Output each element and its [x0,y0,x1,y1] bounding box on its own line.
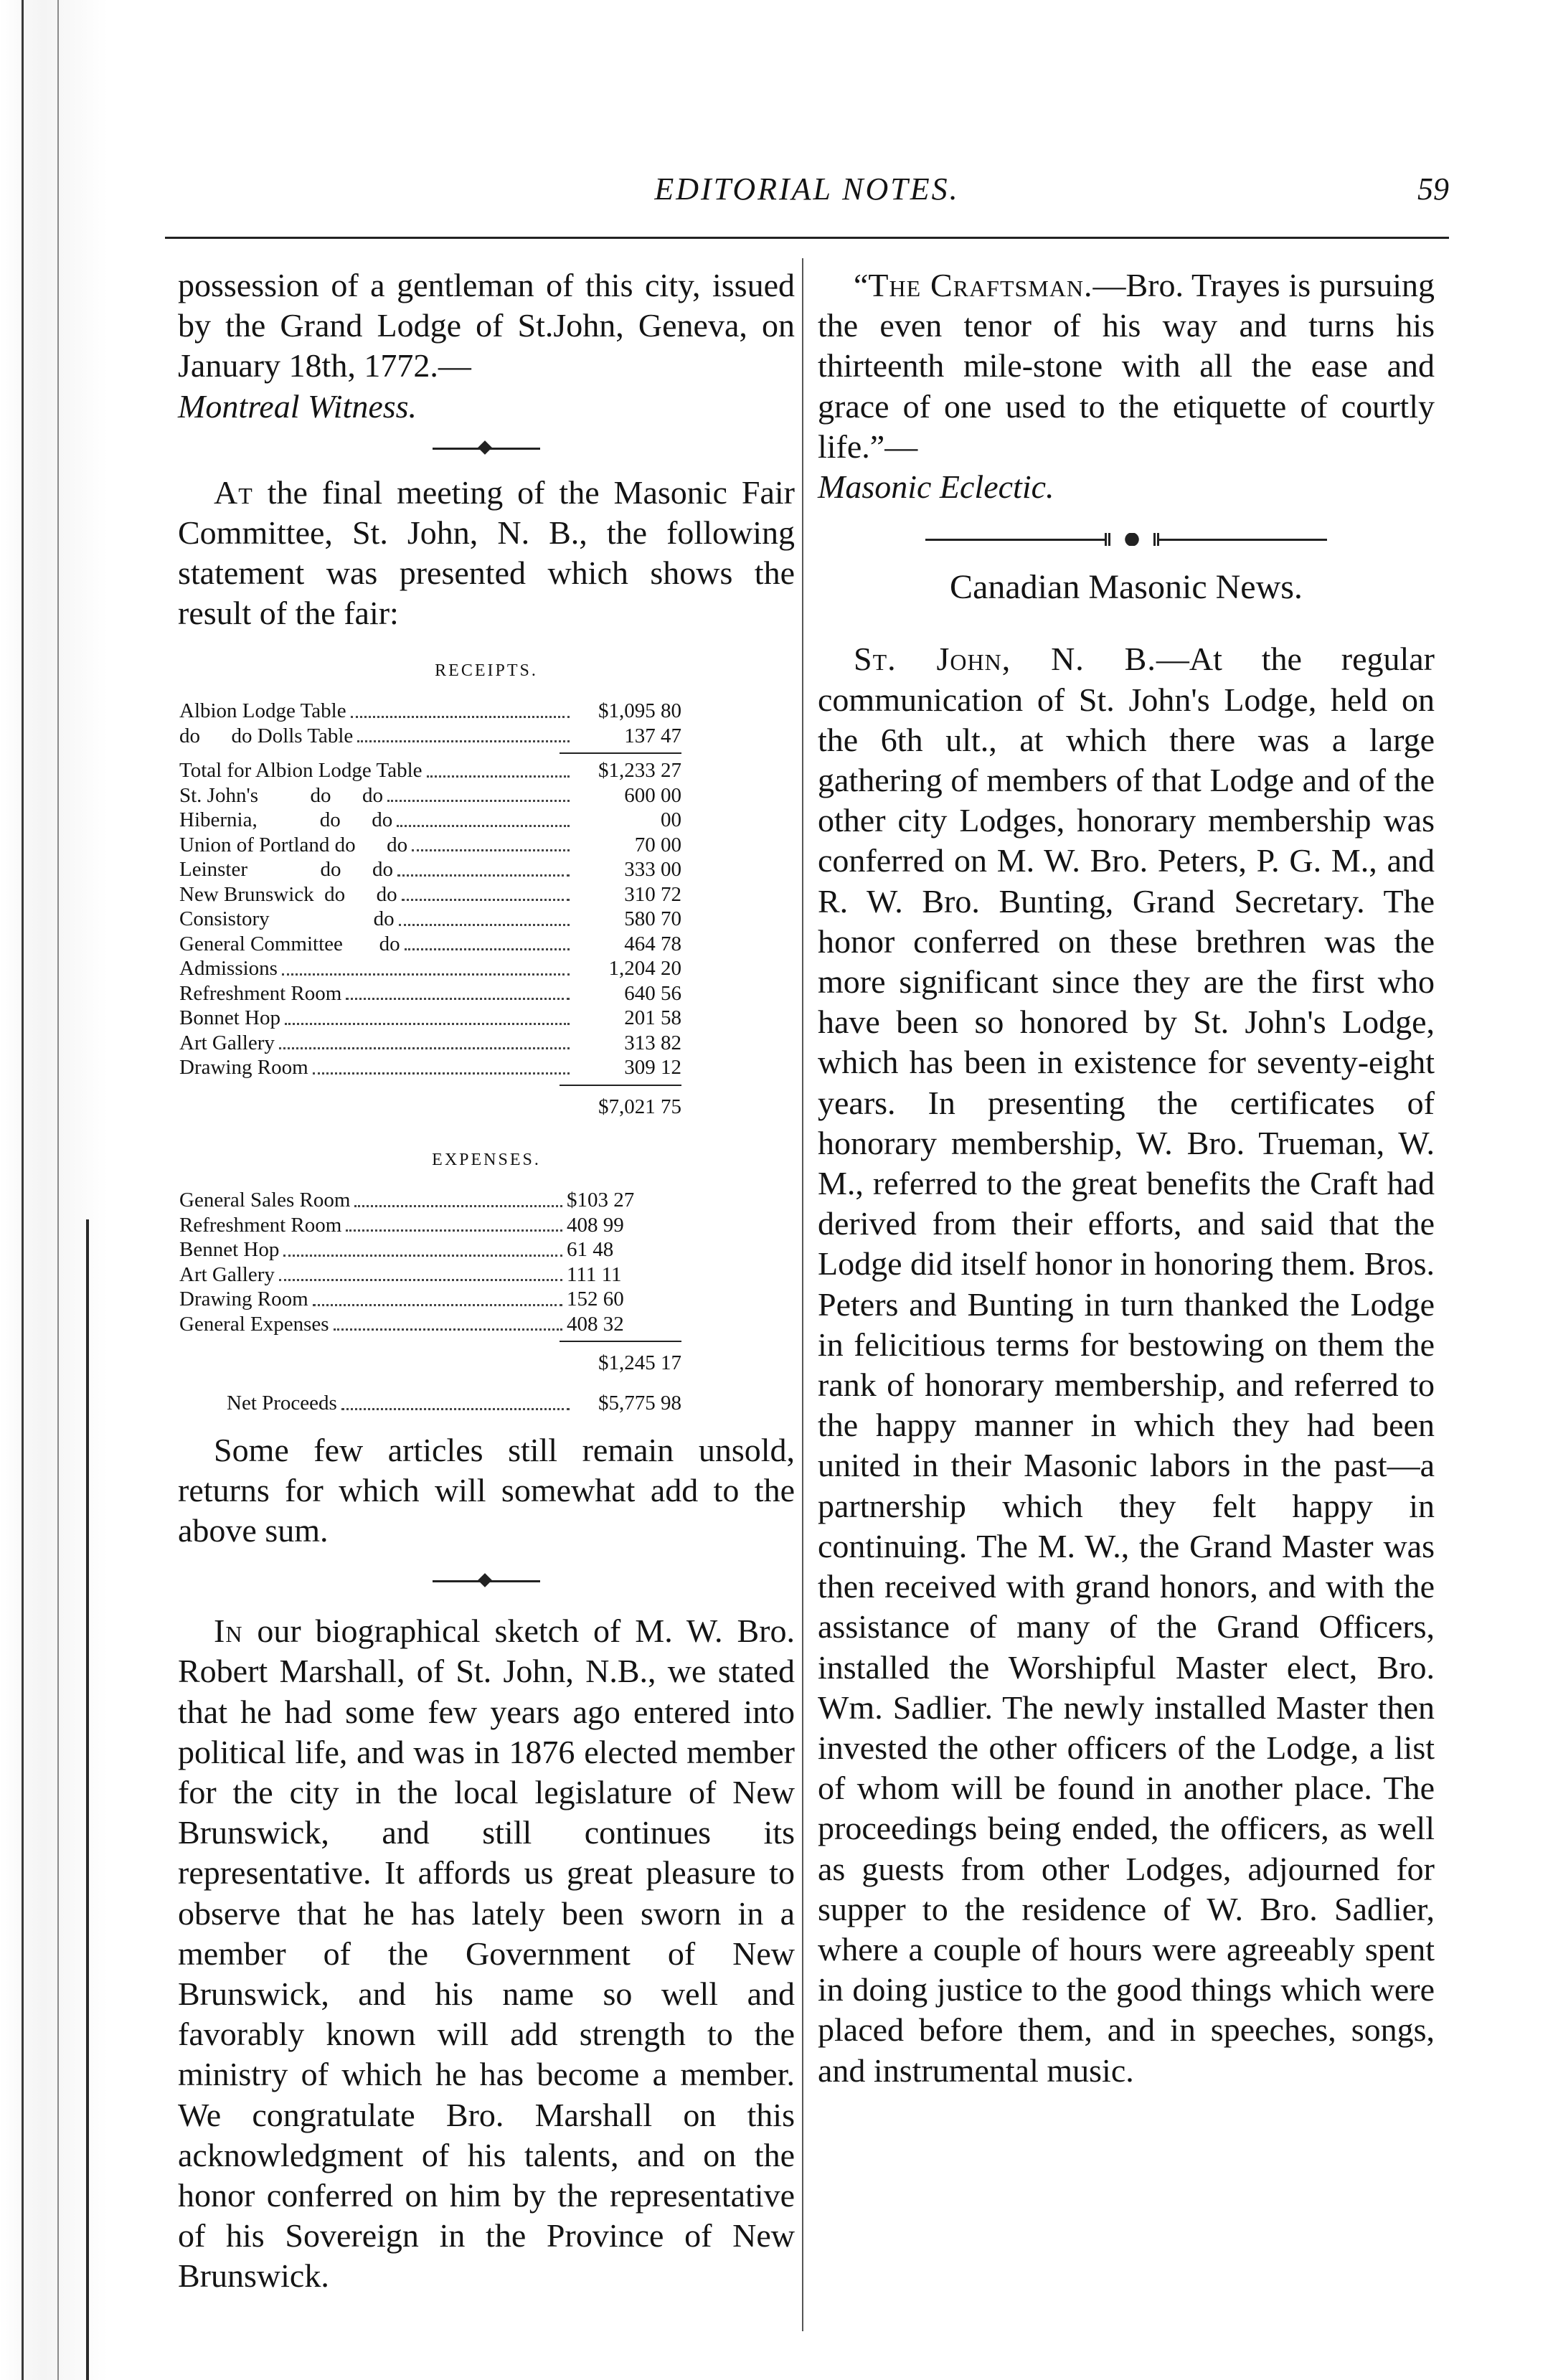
leader-dots [346,1218,562,1232]
expense-label: General Expenses [179,1312,329,1336]
net-proceeds-label: Net Proceeds [227,1392,337,1415]
running-head [165,171,1449,221]
leader-dots [412,838,570,851]
binding-margin [0,0,108,2380]
receipt-label: New Brunswick do do [179,882,397,906]
leader-dots [282,962,570,976]
leader-dots [351,704,570,718]
section-ornament-rule [925,533,1327,546]
binding-gutter-line [57,0,59,2380]
expense-label: Bennet Hop [179,1238,280,1262]
receipt-row [179,956,681,981]
receipt-row [179,724,681,749]
expense-label: General Sales Room [179,1189,351,1212]
receipt-label: Refreshment Room [179,981,342,1005]
receipt-label: Hibernia, do do [179,808,393,832]
news-paragraph [818,639,1435,2090]
receipt-row [179,981,681,1006]
expense-label: Refreshment Room [179,1213,342,1237]
receipt-label: Consistory do [179,907,395,931]
receipt-label: do do Dolls Table [179,724,354,747]
expense-amount: 152 60 [567,1288,624,1311]
receipt-label: Admissions [179,957,278,981]
fair-closing-paragraph: Some few articles still remain unsold, returns for which will somewhat add to the above sum. [178,1431,795,1549]
opening-paragraph [178,265,795,387]
leader-dots [346,986,570,1000]
receipt-label: St. John's do do [179,783,383,807]
expense-amount: $103 27 [567,1189,635,1212]
receipt-amount: 600 00 [624,783,681,807]
receipt-label: Art Gallery [179,1031,275,1054]
receipt-label: Drawing Room [179,1056,308,1080]
leader-dots [334,1317,562,1331]
news-lead: St. John, N. B. [854,641,1156,678]
receipt-row [179,932,681,957]
opening-source: Montreal Witness. [178,387,417,425]
column-divider [802,258,803,2331]
expenses-total-block [179,1341,681,1416]
binding-edge-line [22,0,24,2380]
binding-stitch-line [86,1219,89,2380]
receipt-amount: 310 72 [624,882,681,906]
expense-row [179,1188,667,1213]
subtotal-rule [560,752,681,754]
leader-dots [285,1011,570,1025]
receipt-label: Leinster do do [179,858,394,882]
ornament-rule [433,1575,540,1587]
receipt-amount: 640 56 [624,981,681,1005]
craftsman-source-line [818,467,1435,507]
expense-row [179,1237,667,1262]
receipt-label: Union of Portland do do [179,833,408,856]
spacer [178,1416,795,1430]
receipt-label: Total for Albion Lodge Table [179,759,423,783]
leader-dots [279,1267,562,1281]
net-proceeds-amount: $5,775 98 [598,1392,681,1415]
expenses-sum-rule [560,1341,681,1342]
right-column [818,265,1435,2091]
fair-statement [178,658,795,1416]
opening-text: possession of a gentleman of this city, issued by the Grand Lodge of St.John, Geneva, on January 18th, 1772.— [178,267,795,384]
leader-dots [427,764,570,778]
marshall-paragraph [178,1611,795,2296]
leader-dots [313,1293,562,1306]
ornament-rule [433,443,540,454]
expenses-table [179,1188,667,1336]
craftsman-source: Masonic Eclectic. [818,468,1054,506]
receipt-amount: 333 00 [624,858,681,882]
leader-dots [313,1061,570,1075]
leader-dots [283,1243,562,1257]
receipt-row [179,833,681,858]
craftsman-open-quote: “ [854,267,869,303]
craftsman-text: —Bro. Trayes is pursuing the even tenor of his way and turns his thirteenth mile-stone with all the ease and grace of one used to the etiquette of courtly life.”— [818,267,1435,465]
receipts-heading: RECEIPTS. [435,661,538,680]
receipt-row [179,808,681,833]
leader-dots [279,1036,570,1049]
news-text: —At the regular communication of St. John's Lodge, held on the 6th ult., at which there was a large gathering of members of that Lodge and of the other city Lodges, honorary membership was conferred on M. W. Bro. Peters, P. G. M., and R. W. Bro. Bunting, Grand Secretary. The honor conferred on these brethren was the more significant since they are the first who have been so honored by St. John's Lodge, which has been in existence for seventy-eight years. In presenting the certificates of honorary membership, W. Bro. Trueman, W. M., referred to the great benefits the Craft had derived from their efforts, and said that the Lodge did itself honor in honoring them. Bros. Peters and Bunting in turn thanked the Lodge in felicitious terms for bestowing on them the rank of honorary membership, and referred to the happy manner in which they had been united in their Masonic labors in the past—a partnership which they felt happy in continuing. The M. W., the Grand Master was then received with grand honors, and with the assistance of many of the Grand Officers, installed the Worshipful Master elect, Bro. Wm. Sadlier. The newly installed Master then invested the other officers of the Lodge, a list of whom will be found in another place. The proceedings being ended, the officers, as well as guests from other Lodges, adjourned for supper to the residence of W. Bro. Sadlier, where a couple of hours were agreeably spent in doing justice to the good things which were placed before them, and in speeches, songs, and instrumental music. [818,641,1435,2089]
expense-label: Art Gallery [179,1262,275,1286]
net-proceeds-row [179,1391,681,1416]
fair-intro-lead: At [214,473,253,511]
leader-dots [387,788,570,802]
receipts-total: $7,021 75 [598,1095,681,1118]
header-rule [165,237,1449,239]
fair-intro-text: the final meeting of the Masonic Fair Committee, St. John, N. B., the following statement was presented which shows the result of the fair: [178,473,795,632]
leader-dots [354,1194,562,1207]
expense-amount: 61 48 [567,1238,614,1262]
receipt-amount: 580 70 [624,907,681,931]
receipt-amount: 464 78 [624,932,681,955]
expense-row [179,1312,667,1337]
section-title: Canadian Masonic News. [950,568,1303,607]
left-column [178,265,795,2297]
receipt-amount: 309 12 [624,1056,681,1080]
receipt-row [179,857,681,882]
leader-dots [399,912,570,926]
receipt-label: Albion Lodge Table [179,699,346,723]
receipt-amount: 201 58 [624,1006,681,1030]
receipt-amount: 137 47 [624,724,681,747]
leader-dots [397,863,570,877]
receipt-amount: 313 82 [624,1031,681,1054]
expense-row [179,1287,667,1312]
receipt-amount: 1,204 20 [608,957,681,981]
marshall-lead: In [214,1612,243,1650]
receipts-table [179,699,681,1123]
receipt-amount: 70 00 [634,833,681,856]
receipts-sum-rule [560,1085,681,1086]
craftsman-title: The Craftsman. [868,267,1093,303]
page-number: 59 [1417,171,1449,207]
receipt-amount: 00 [661,808,681,832]
receipt-row [179,699,681,724]
expense-amount: 408 99 [567,1213,624,1237]
expense-label: Drawing Room [179,1288,308,1311]
leader-dots [357,729,570,742]
receipt-amount: $1,233 27 [598,759,681,783]
expense-row [179,1213,667,1238]
receipt-label: Bonnet Hop [179,1006,280,1030]
expense-row [179,1262,667,1288]
receipt-amount: $1,095 80 [598,699,681,723]
opening-source-line [178,387,795,427]
expenses-heading: EXPENSES. [432,1150,541,1169]
marshall-text: our biographical sketch of M. W. Bro. Robert Marshall, of St. John, N.B., we stated that he had some few years ago entered into political life, and was in 1876 elected member for the city in the local legislature of New Brunswick, and still continues its representative. It affords us great pleasure to observe that he has lately been sworn in a member of the Government of New Brunswick, and his name so well and favorably known will add strength to the ministry of which he has become a member. We congratulate Bro. Marshall on this acknowledgment of his talents, and on the honor conferred on him by the representative of his Sovereign in the Province of New Brunswick. [178,1612,795,2295]
receipt-label: General Committee do [179,932,400,955]
receipt-row [179,1031,681,1056]
receipt-row [179,882,681,907]
fair-intro-paragraph [178,473,795,634]
leader-dots [397,813,570,827]
leader-dots [402,887,570,901]
receipt-row [179,1006,681,1031]
expense-amount: 408 32 [567,1312,624,1336]
expenses-total: $1,245 17 [598,1351,681,1375]
running-title: EDITORIAL NOTES. [654,171,960,207]
expense-amount: 111 11 [567,1262,622,1286]
craftsman-paragraph [818,265,1435,467]
receipt-row [179,758,681,783]
leader-dots [405,937,570,950]
receipt-row [179,907,681,932]
receipt-row [179,783,681,808]
leader-dots [341,1397,570,1410]
receipt-row [179,1055,681,1080]
